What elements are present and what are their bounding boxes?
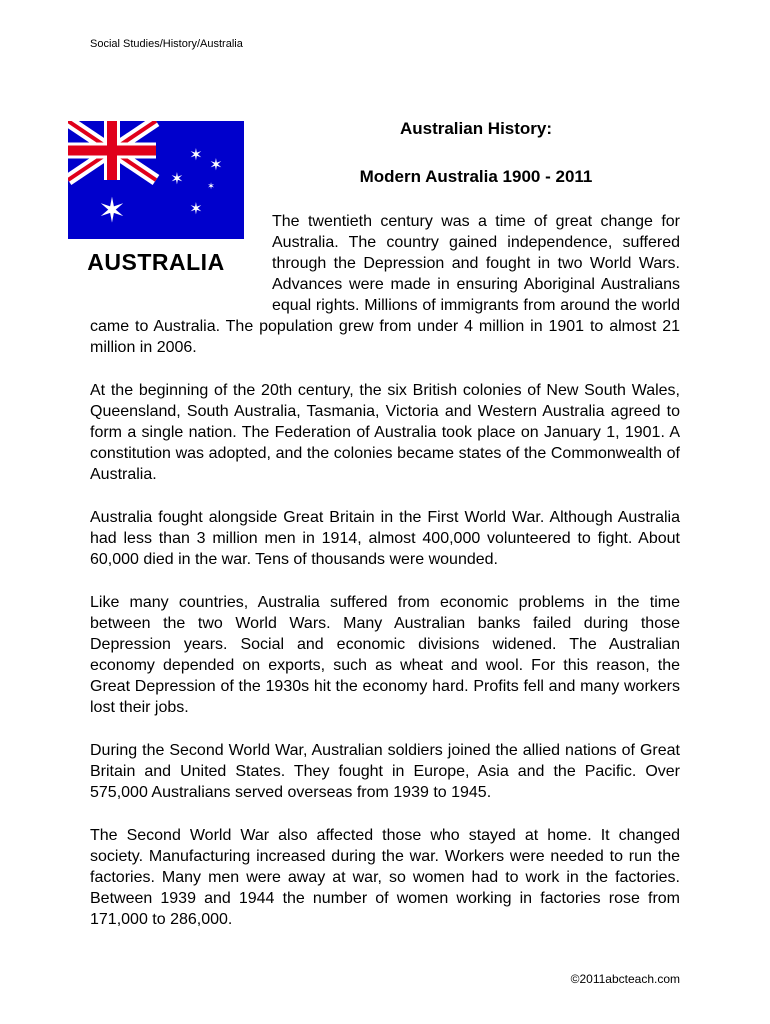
commonwealth-star-icon: ✶ bbox=[97, 191, 127, 231]
breadcrumb: Social Studies/History/Australia bbox=[90, 38, 243, 50]
star-icon: ✶ bbox=[189, 199, 203, 218]
union-jack-icon bbox=[68, 121, 156, 180]
star-icon: ✶ bbox=[189, 145, 203, 164]
paragraph: At the beginning of the 20th century, the six British colonies of New South Wales, Queensland, South Australia, Tasmania, Victoria and Western Australia agreed to form a single nation. The Federation of Australia took place on January 1, 1901. A constitution was adopted, and the colonies became states of the Commonwealth of Australia. bbox=[90, 382, 680, 483]
copyright-footer: ©2011abcteach.com bbox=[570, 972, 680, 986]
paragraph: Australia fought alongside Great Britain in the First World War. Although Australia had less than 3 million men in 1914, almost 400,000 volunteered to fight. About 60,000 died in the war. Tens of thousands were wounded. bbox=[90, 509, 680, 568]
star-icon: ✶ bbox=[209, 155, 223, 174]
star-icon: ✶ bbox=[207, 182, 215, 192]
star-icon: ✶ bbox=[170, 169, 184, 188]
paragraph: Like many countries, Australia suffered from economic problems in the time between the two World Wars. Many Australian banks failed during those Depression years. Social and economic divisions widened. The Australian economy depended on exports, such as wheat and wool. For this reason, the Great Depression of the 1930s hit the economy hard. Profits fell and many workers lost their jobs. bbox=[90, 594, 680, 716]
page-title: Australian History: bbox=[399, 119, 553, 138]
flag-caption: AUSTRALIA bbox=[87, 249, 225, 275]
flag-float-spacer bbox=[90, 211, 272, 316]
paragraph: The twentieth century was a time of great change for Australia. The country gained independence, suffered through the Depression and fought in two World Wars. Advances were made in ensuring Aboriginal Australians equal rights. Millions of immigrants from around the world came to Australia. The population grew from under 4 million in 1901 to almost 21 million in 2006. bbox=[90, 213, 680, 356]
paragraph: The Second World War also affected those who stayed at home. It changed society. Manufacturing increased during the war. Workers were needed to run the factories. Many men were away at war, so women had to work in the factories. Between 1939 and 1944 the number of women working in factories rose from 171,000 to 286,000. bbox=[90, 827, 680, 928]
page-subtitle: Modern Australia 1900 - 2011 bbox=[359, 167, 593, 186]
paragraph: During the Second World War, Australian soldiers joined the allied nations of Great Britain and United States. They fought in Europe, Asia and the Pacific. Over 575,000 Australians served overseas from 1939 to 1945. bbox=[90, 742, 680, 801]
article-body bbox=[90, 211, 680, 952]
